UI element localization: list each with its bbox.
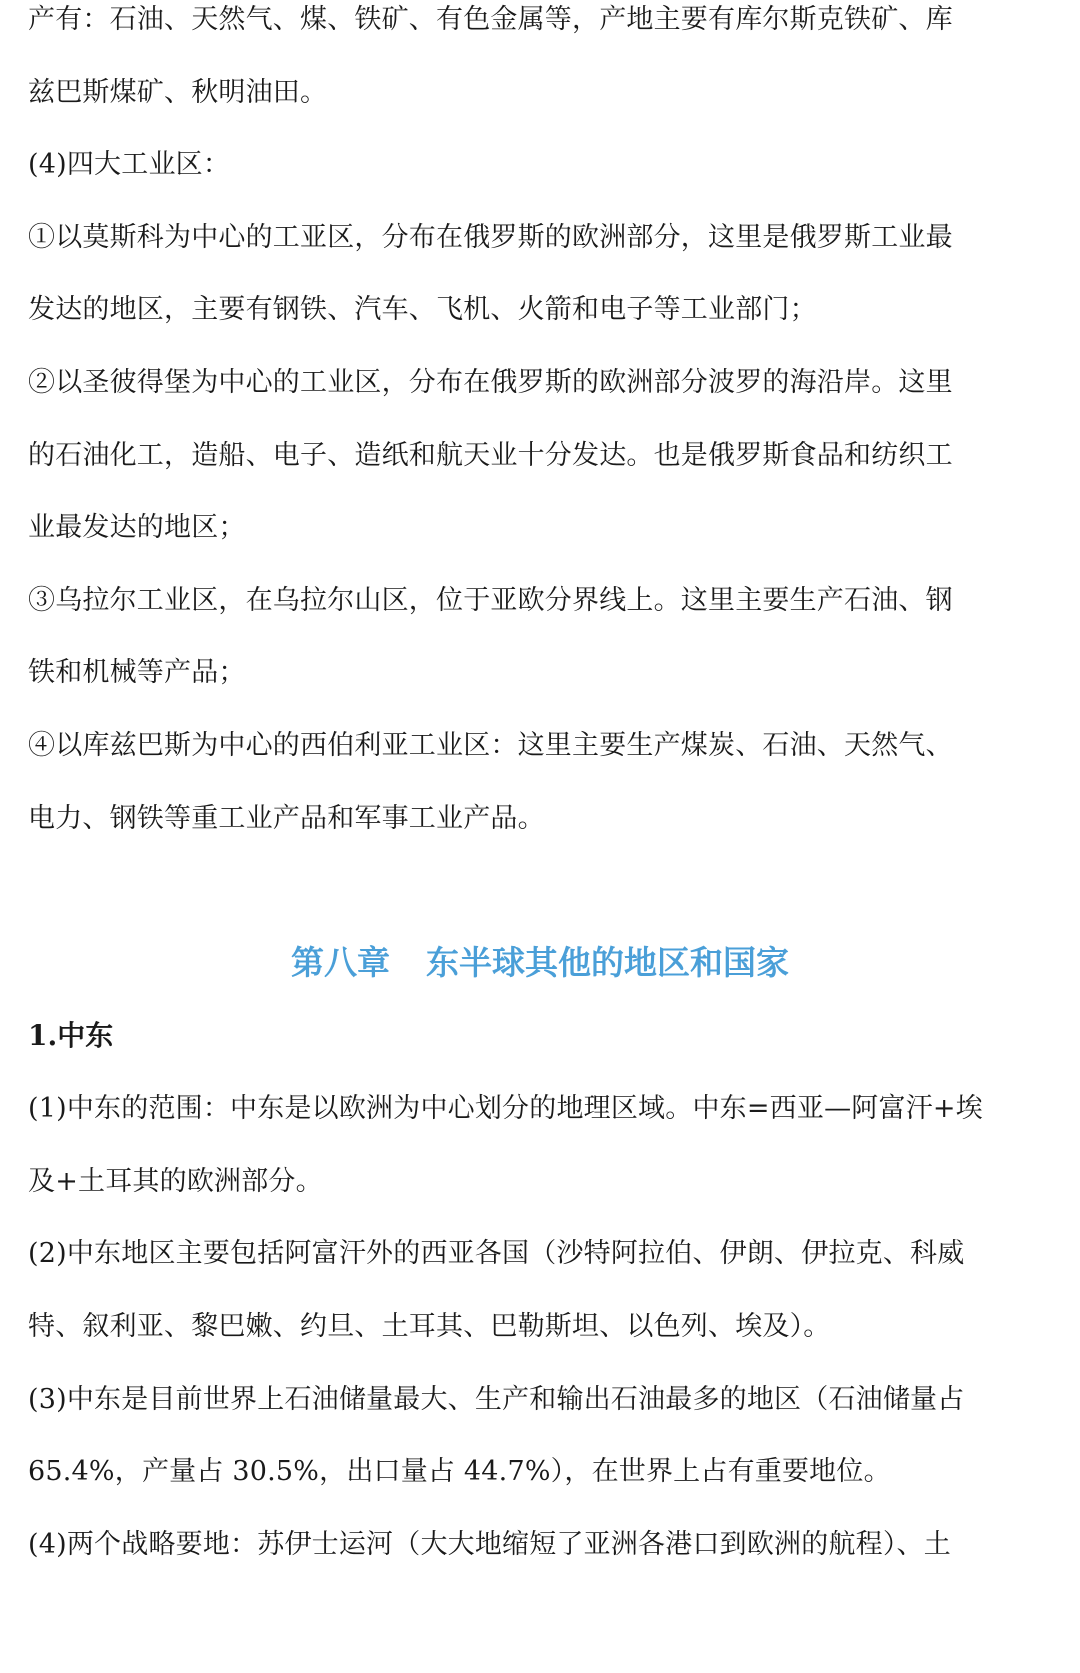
- text-line: 业最发达的地区；: [28, 512, 246, 543]
- text-line: (4)两个战略要地：苏伊士运河（大大地缩短了亚洲各港口到欧洲的航程）、土: [28, 1529, 951, 1560]
- chapter-title: [0, 941, 1080, 985]
- text-line: 的石油化工，造船、电子、造纸和航天业十分发达。也是俄罗斯食品和纺织工: [28, 440, 953, 471]
- text-line: (2)中东地区主要包括阿富汗外的西亚各国（沙特阿拉伯、伊朗、伊拉克、科威: [28, 1238, 965, 1269]
- text-line: 铁和机械等产品；: [28, 657, 246, 688]
- text-line: (3)中东是目前世界上石油储量最大、生产和输出石油最多的地区（石油储量占: [28, 1384, 965, 1415]
- chapter-number: 第八章: [291, 943, 390, 982]
- text-line: (1)中东的范围：中东是以欧洲为中心划分的地理区域。中东=西亚—阿富汗+埃: [28, 1093, 983, 1124]
- text-line: ④以库兹巴斯为中心的西伯利亚工业区：这里主要生产煤炭、石油、天然气、: [28, 730, 953, 761]
- text-line: ③乌拉尔工业区，在乌拉尔山区，位于亚欧分界线上。这里主要生产石油、钢: [28, 585, 953, 616]
- text-line: 电力、钢铁等重工业产品和军事工业产品。: [28, 803, 545, 834]
- chapter-name: 东半球其他的地区和国家: [426, 943, 789, 982]
- text-line: ①以莫斯科为中心的工亚区，分布在俄罗斯的欧洲部分，这里是俄罗斯工业最: [28, 222, 953, 253]
- text-line: 65.4%，产量占 30.5%，出口量占 44.7%），在世界上占有重要地位。: [28, 1456, 891, 1487]
- text-line: 兹巴斯煤矿、秋明油田。: [28, 77, 328, 108]
- text-line: ②以圣彼得堡为中心的工业区，分布在俄罗斯的欧洲部分波罗的海沿岸。这里: [28, 367, 953, 398]
- text-line: 发达的地区，主要有钢铁、汽车、飞机、火箭和电子等工业部门；: [28, 294, 817, 325]
- text-line: 产有：石油、天然气、煤、铁矿、有色金属等，产地主要有库尔斯克铁矿、库: [28, 4, 953, 35]
- text-line: 及+土耳其的欧洲部分。: [28, 1166, 323, 1197]
- section-heading: 1.中东: [28, 1019, 114, 1052]
- text-line: (4)四大工业区：: [28, 149, 231, 180]
- text-line: 特、叙利亚、黎巴嫩、约旦、土耳其、巴勒斯坦、以色列、埃及）。: [28, 1311, 831, 1342]
